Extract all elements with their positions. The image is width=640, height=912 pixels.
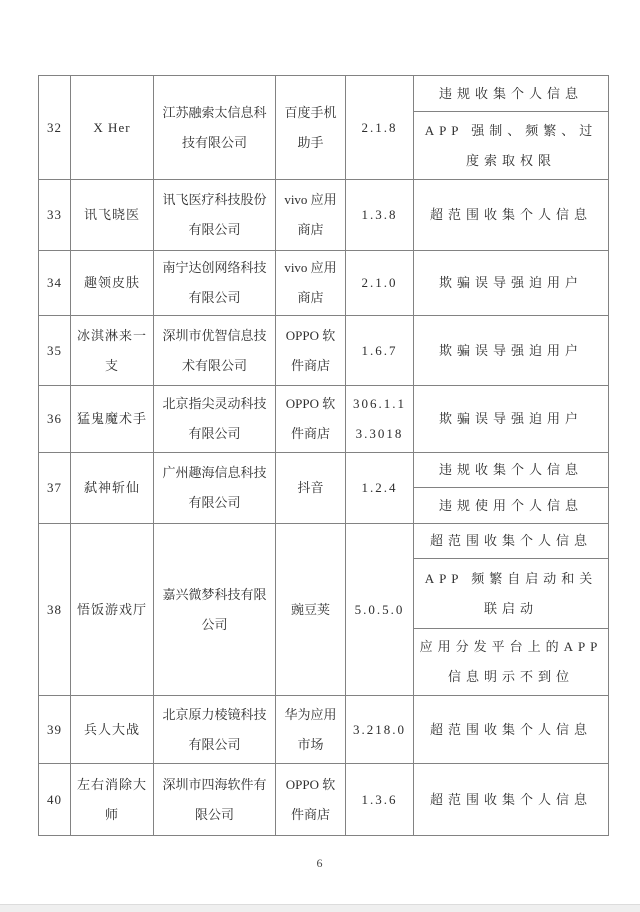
cell-no: 36 xyxy=(39,386,71,453)
cell-store: vivo 应用商店 xyxy=(276,180,346,251)
page-bottom-edge xyxy=(0,904,640,912)
cell-app-name: 左右消除大师 xyxy=(71,764,154,836)
cell-violation: 违规使用个人信息 xyxy=(414,488,609,524)
cell-version: 2.1.0 xyxy=(346,251,414,316)
cell-violation: 欺骗误导强迫用户 xyxy=(414,386,609,453)
table-row xyxy=(39,251,609,316)
cell-developer: 深圳市优智信息技术有限公司 xyxy=(154,316,276,386)
cell-no: 40 xyxy=(39,764,71,836)
cell-store: vivo 应用商店 xyxy=(276,251,346,316)
cell-no: 37 xyxy=(39,453,71,524)
cell-developer: 深圳市四海软件有限公司 xyxy=(154,764,276,836)
cell-violation: 应用分发平台上的APP 信息明示不到位 xyxy=(414,629,609,696)
cell-developer: 嘉兴微梦科技有限公司 xyxy=(154,524,276,696)
cell-no: 38 xyxy=(39,524,71,696)
cell-version: 1.3.6 xyxy=(346,764,414,836)
cell-version: 1.3.8 xyxy=(346,180,414,251)
cell-developer: 北京原力棱镜科技有限公司 xyxy=(154,696,276,764)
cell-app-name: 兵人大战 xyxy=(71,696,154,764)
cell-version: 3.218.0 xyxy=(346,696,414,764)
cell-version: 1.6.7 xyxy=(346,316,414,386)
cell-store: 华为应用市场 xyxy=(276,696,346,764)
cell-store: OPPO 软件商店 xyxy=(276,316,346,386)
cell-store: 百度手机助手 xyxy=(276,76,346,180)
cell-violation: 违规收集个人信息 xyxy=(414,453,609,488)
cell-version: 1.2.4 xyxy=(346,453,414,524)
cell-developer: 南宁达创网络科技有限公司 xyxy=(154,251,276,316)
cell-violation: 欺骗误导强迫用户 xyxy=(414,316,609,386)
table-row xyxy=(39,316,609,386)
cell-developer: 北京指尖灵动科技有限公司 xyxy=(154,386,276,453)
cell-violation: 违规收集个人信息 xyxy=(414,76,609,112)
cell-violation: 超范围收集个人信息 xyxy=(414,524,609,559)
cell-app-name: 趣领皮肤 xyxy=(71,251,154,316)
page-number: 6 xyxy=(316,856,324,870)
cell-developer: 广州趣海信息科技有限公司 xyxy=(154,453,276,524)
table-row xyxy=(39,386,609,453)
cell-violation: APP 频繁自启动和关联启动 xyxy=(414,559,609,629)
cell-store: 抖音 xyxy=(276,453,346,524)
cell-violation: 欺骗误导强迫用户 xyxy=(414,251,609,316)
cell-violation: 超范围收集个人信息 xyxy=(414,764,609,836)
cell-no: 39 xyxy=(39,696,71,764)
cell-store: 豌豆荚 xyxy=(276,524,346,696)
table-row xyxy=(39,76,609,112)
cell-no: 34 xyxy=(39,251,71,316)
cell-app-name: 讯飞晓医 xyxy=(71,180,154,251)
cell-developer: 江苏融索太信息科技有限公司 xyxy=(154,76,276,180)
table-row xyxy=(39,696,609,764)
cell-app-name: X Her xyxy=(71,76,154,180)
cell-store: OPPO 软件商店 xyxy=(276,386,346,453)
cell-no: 32 xyxy=(39,76,71,180)
cell-version: 2.1.8 xyxy=(346,76,414,180)
cell-violation: 超范围收集个人信息 xyxy=(414,696,609,764)
cell-version: 306.1.13.3018 xyxy=(346,386,414,453)
cell-app-name: 猛鬼魔术手 xyxy=(71,386,154,453)
cell-version: 5.0.5.0 xyxy=(346,524,414,696)
cell-no: 33 xyxy=(39,180,71,251)
cell-app-name: 冰淇淋来一支 xyxy=(71,316,154,386)
cell-no: 35 xyxy=(39,316,71,386)
table-row xyxy=(39,524,609,559)
cell-store: OPPO 软件商店 xyxy=(276,764,346,836)
cell-developer: 讯飞医疗科技股份有限公司 xyxy=(154,180,276,251)
table-row xyxy=(39,764,609,836)
cell-app-name: 悟饭游戏厅 xyxy=(71,524,154,696)
table-row xyxy=(39,180,609,251)
app-violation-table-body xyxy=(39,76,609,836)
cell-app-name: 弑神斩仙 xyxy=(71,453,154,524)
cell-violation: 超范围收集个人信息 xyxy=(414,180,609,251)
app-violation-table xyxy=(38,75,609,836)
cell-violation: APP 强制、频繁、过度索取权限 xyxy=(414,112,609,180)
table-row xyxy=(39,453,609,488)
